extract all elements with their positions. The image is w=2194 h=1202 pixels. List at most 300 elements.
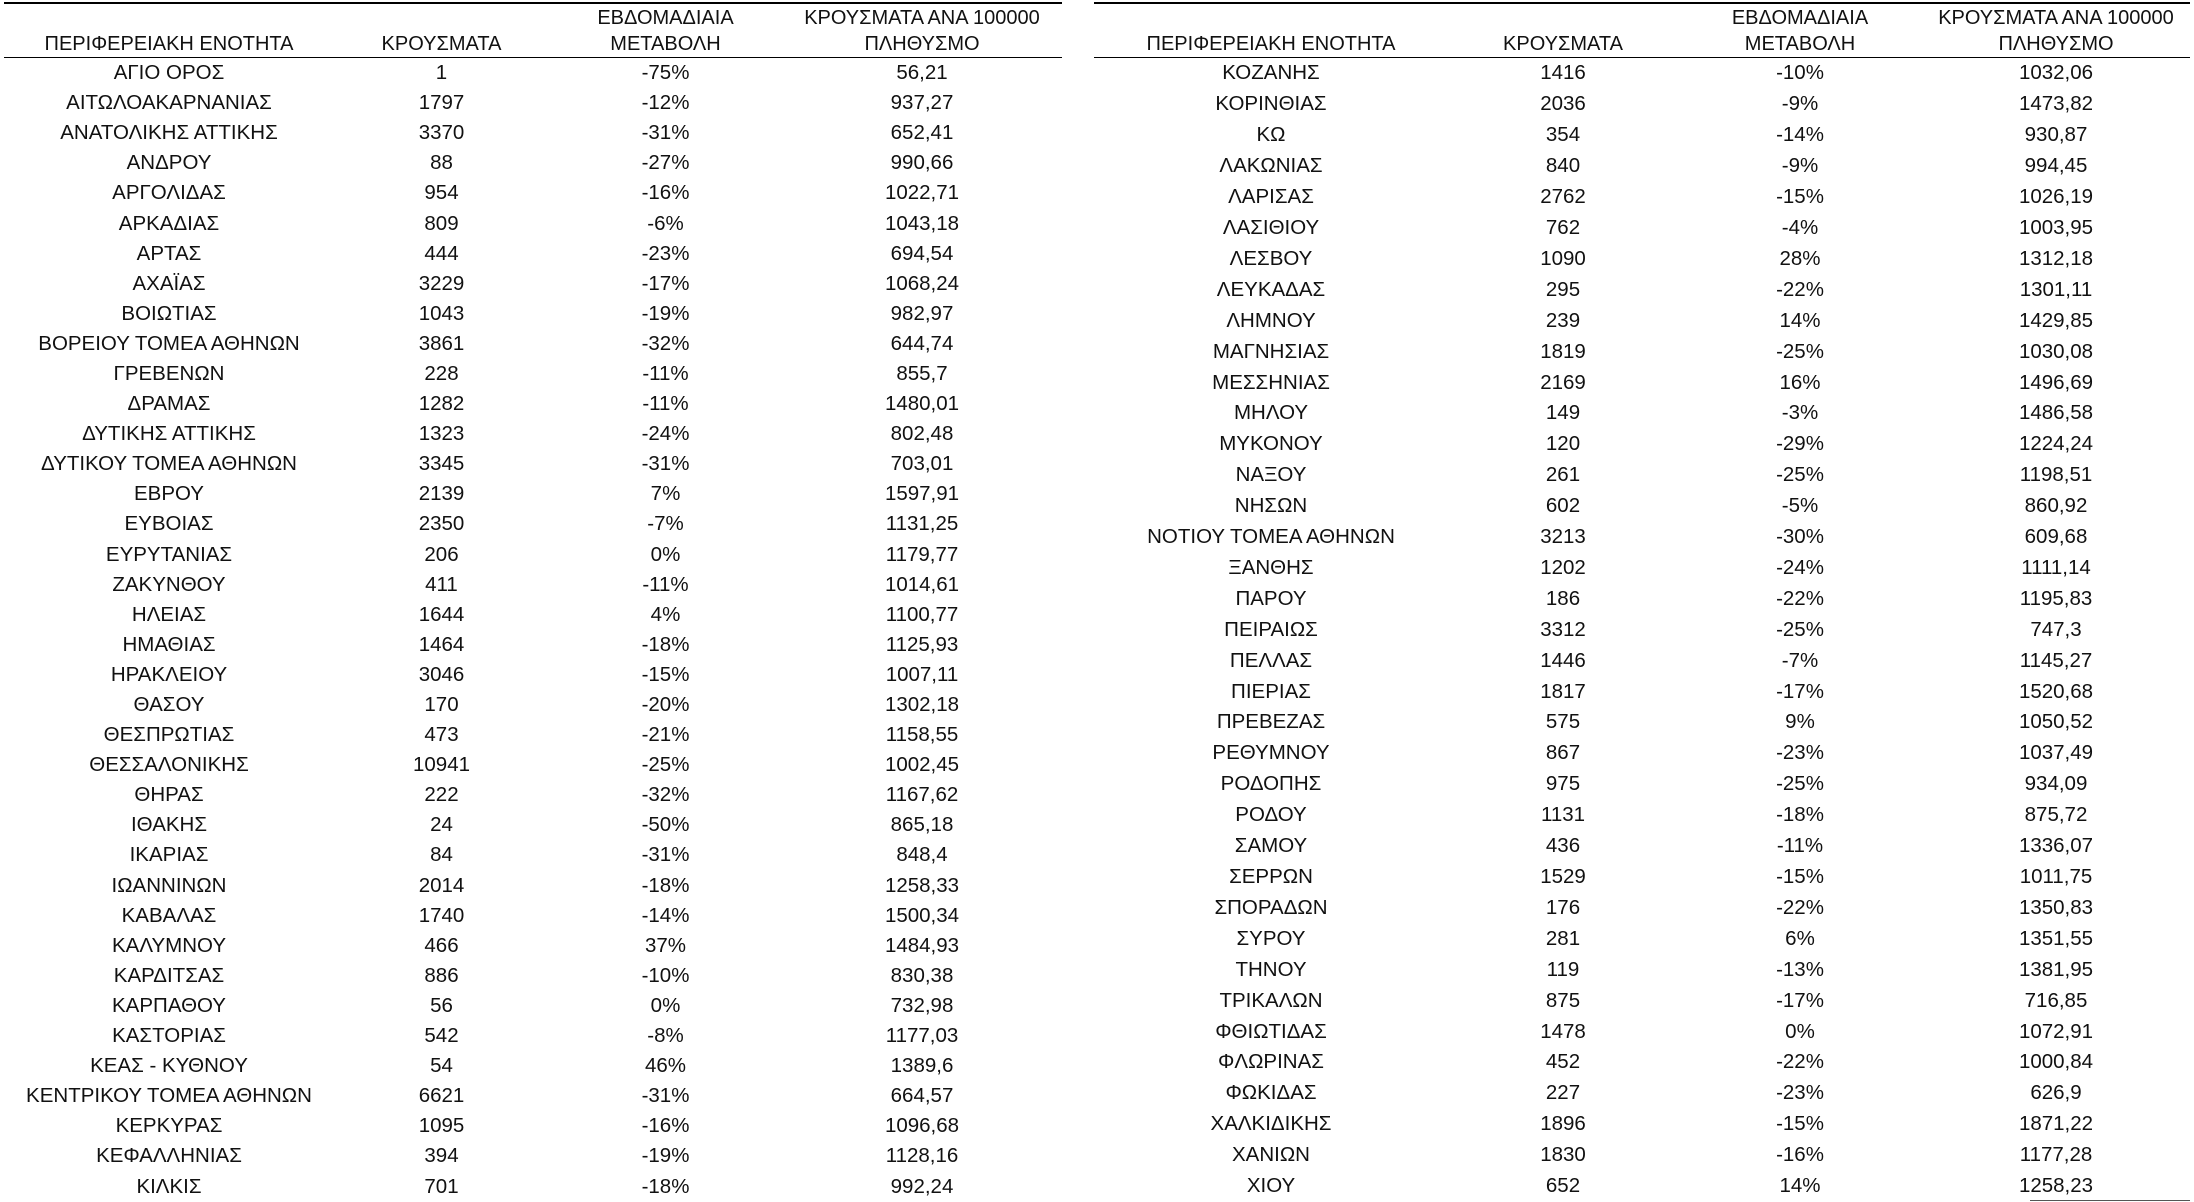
cell-area: ΚΕΦΑΛΛΗΝΙΑΣ [96, 1144, 242, 1168]
cell-cases-per-100k: 1473,82 [2018, 92, 2094, 116]
cell-area: ΦΩΚΙΔΑΣ [1225, 1081, 1317, 1105]
table-row [1094, 553, 2190, 584]
table-row [1094, 676, 2190, 707]
cell-cases: 886 [424, 963, 459, 987]
cell-area: ΚΕΡΚΥΡΑΣ [115, 1114, 223, 1138]
cell-cases-per-100k: 1158,55 [885, 723, 959, 747]
cell-cases-per-100k: 1198,51 [2019, 463, 2093, 487]
cell-cases-per-100k: 937,27 [890, 91, 954, 115]
cell-cases: 239 [1545, 308, 1581, 332]
cell-area: ΠΙΕΡΙΑΣ [1231, 679, 1311, 703]
cell-area: ΣΥΡΟΥ [1236, 926, 1306, 950]
cell-weekly-change: -31% [641, 121, 690, 145]
table-row [1094, 120, 2190, 151]
cell-cases-per-100k: 1003,95 [2018, 215, 2094, 239]
cell-weekly-change: -17% [641, 271, 690, 295]
table-row [4, 840, 1062, 870]
cell-area: ΛΕΥΚΑΔΑΣ [1216, 277, 1326, 301]
table-row [4, 359, 1062, 389]
cell-cases: 227 [1545, 1081, 1581, 1105]
cell-cases: 10941 [412, 753, 470, 777]
cell-cases: 975 [1545, 772, 1581, 796]
table-row [1094, 800, 2190, 831]
table-row [1094, 305, 2190, 336]
table-row [4, 540, 1062, 570]
cell-weekly-change: 16% [1779, 370, 1821, 394]
cell-cases: 54 [430, 1054, 453, 1078]
cell-cases-per-100k: 1011,75 [2019, 865, 2093, 889]
cell-weekly-change: -11% [642, 361, 689, 385]
cell-cases: 2036 [1540, 92, 1586, 116]
cell-cases: 88 [430, 151, 453, 175]
cell-area: ΠΕΛΛΑΣ [1229, 648, 1313, 672]
cell-cases-per-100k: 1336,07 [2018, 834, 2094, 858]
cell-cases: 1740 [418, 903, 465, 927]
cell-cases: 954 [424, 181, 459, 205]
cell-weekly-change: -19% [641, 301, 690, 325]
table-row [1094, 769, 2190, 800]
cell-weekly-change: -23% [1776, 741, 1824, 765]
cell-cases-per-100k: 1350,83 [2018, 895, 2094, 919]
cell-weekly-change: -27% [641, 151, 690, 175]
cell-weekly-change: 14% [1779, 1174, 1821, 1198]
cell-area: ΚΑΒΑΛΑΣ [121, 903, 217, 927]
cell-area: ΧΑΝΙΩΝ [1232, 1143, 1310, 1167]
table-row [1094, 58, 2190, 89]
cell-weekly-change: 6% [1785, 926, 1815, 950]
table-row [4, 810, 1062, 840]
table-row [4, 148, 1062, 178]
cell-cases: 394 [424, 1144, 459, 1168]
table-row [1094, 274, 2190, 305]
table-row [4, 690, 1062, 720]
cell-weekly-change: -10% [641, 963, 690, 987]
cell-area: ΘΗΡΑΣ [134, 783, 204, 807]
cell-cases: 452 [1545, 1050, 1581, 1074]
table-row [1094, 522, 2190, 553]
cell-weekly-change: -75% [641, 61, 690, 85]
cell-area: ΠΑΡΟΥ [1235, 586, 1307, 610]
cell-cases-per-100k: 694,54 [890, 241, 954, 265]
cell-cases-per-100k: 1128,16 [885, 1144, 959, 1168]
cell-area: ΞΑΝΘΗΣ [1228, 555, 1314, 579]
cell-area: ΣΕΡΡΩΝ [1229, 865, 1313, 889]
table-row [4, 1171, 1062, 1201]
cell-cases-per-100k: 1179,77 [885, 542, 959, 566]
cell-weekly-change: -22% [1776, 1050, 1824, 1074]
cell-cases-per-100k: 626,9 [2030, 1081, 2082, 1105]
cell-area: ΕΥΒΟΙΑΣ [124, 512, 214, 536]
cell-cases: 354 [1545, 123, 1581, 147]
cell-weekly-change: 0% [1785, 1019, 1815, 1043]
cell-cases: 1416 [1540, 61, 1586, 85]
table-row [4, 1111, 1062, 1141]
cell-cases: 3312 [1540, 617, 1586, 641]
cell-area: ΠΕΙΡΑΙΩΣ [1224, 617, 1318, 641]
cell-area: ΑΓΙΟ ΟΡΟΣ [113, 61, 225, 85]
cell-weekly-change: -18% [641, 1174, 690, 1198]
cell-weekly-change: -11% [642, 572, 689, 596]
cell-area: ΗΡΑΚΛΕΙΟΥ [110, 662, 228, 686]
cell-cases: 1282 [418, 392, 465, 416]
cell-cases: 24 [430, 813, 453, 837]
cell-cases-per-100k: 934,09 [2024, 772, 2088, 796]
cell-cases-per-100k: 1030,08 [2018, 339, 2094, 363]
cell-area: ΑΙΤΩΛΟΑΚΑΡΝΑΝΙΑΣ [66, 91, 272, 115]
cell-cases: 149 [1545, 401, 1581, 425]
cell-cases: 1043 [418, 301, 465, 325]
cell-cases: 575 [1545, 710, 1581, 734]
cell-area: ΚΟΖΑΝΗΣ [1222, 61, 1320, 85]
cell-weekly-change: -16% [1776, 1143, 1824, 1167]
cell-cases-per-100k: 1597,91 [884, 482, 960, 506]
cell-cases: 186 [1545, 586, 1581, 610]
cell-cases: 176 [1545, 895, 1581, 919]
cell-area: ΑΝΔΡΟΥ [126, 151, 212, 175]
cell-cases: 1819 [1540, 339, 1586, 363]
table-row [1094, 1140, 2190, 1171]
table-row [4, 329, 1062, 359]
cell-cases: 602 [1545, 494, 1581, 518]
table-row [4, 419, 1062, 449]
cell-weekly-change: -25% [1776, 772, 1824, 796]
table-row [4, 178, 1062, 208]
cell-area: ΕΥΡΥΤΑΝΙΑΣ [105, 542, 233, 566]
table-row [4, 991, 1062, 1021]
cell-cases-per-100k: 652,41 [890, 121, 954, 145]
cell-cases: 1202 [1540, 555, 1586, 579]
table-row [1094, 1109, 2190, 1140]
cell-cases-per-100k: 1068,24 [884, 271, 960, 295]
cell-cases: 120 [1545, 432, 1581, 456]
cell-weekly-change: -50% [641, 813, 690, 837]
cell-cases-per-100k: 1429,85 [2018, 308, 2094, 332]
cell-area: ΓΡΕΒΕΝΩΝ [113, 361, 225, 385]
table-row [1094, 1171, 2190, 1202]
cell-cases-per-100k: 1258,33 [884, 873, 960, 897]
cell-area: ΑΧΑΪΑΣ [132, 271, 206, 295]
cell-area: ΛΑΣΙΘΙΟΥ [1222, 215, 1320, 239]
cell-cases: 840 [1545, 154, 1581, 178]
cell-cases: 119 [1546, 957, 1580, 981]
table-row [4, 600, 1062, 630]
table-row [4, 1141, 1062, 1171]
right-table [1094, 2, 2190, 1202]
cell-cases: 3229 [418, 271, 465, 295]
cell-weekly-change: -6% [647, 211, 684, 235]
cell-cases: 1797 [418, 91, 465, 115]
cell-cases: 6621 [418, 1084, 465, 1108]
header-weekly-change: ΕΒΔΟΜΑΔΙΑΙΑ ΜΕΤΑΒΟΛΗ [549, 3, 782, 58]
cell-weekly-change: -17% [1776, 988, 1824, 1012]
cell-cases-per-100k: 1484,93 [884, 933, 960, 957]
cell-weekly-change: -16% [641, 181, 690, 205]
cell-cases-per-100k: 1050,52 [2018, 710, 2094, 734]
cell-area: ΘΕΣΠΡΩΤΙΑΣ [103, 723, 235, 747]
cell-cases: 473 [424, 723, 459, 747]
cell-weekly-change: -13% [1776, 957, 1824, 981]
cell-cases-per-100k: 1195,83 [2019, 586, 2093, 610]
table-row [4, 660, 1062, 690]
table-row [1094, 336, 2190, 367]
cell-cases: 1464 [418, 632, 465, 656]
cell-cases: 1323 [418, 422, 465, 446]
cell-area: ΣΠΟΡΑΔΩΝ [1214, 895, 1328, 919]
table-row [4, 389, 1062, 419]
cell-weekly-change: 0% [650, 993, 681, 1017]
header-cases: ΚΡΟΥΣΜΑΤΑ [1448, 3, 1678, 58]
cell-cases-per-100k: 1351,55 [2018, 926, 2094, 950]
header-area: ΠΕΡΙΦΕΡΕΙΑΚΗ ΕΝΟΤΗΤΑ [1094, 3, 1448, 58]
table-row [1094, 892, 2190, 923]
cell-cases-per-100k: 848,4 [896, 843, 948, 867]
cell-weekly-change: -19% [641, 1144, 690, 1168]
header-cases: ΚΡΟΥΣΜΑΤΑ [334, 3, 549, 58]
cell-weekly-change: -18% [641, 873, 690, 897]
cell-cases-per-100k: 1177,03 [885, 1024, 959, 1048]
table-row [1094, 213, 2190, 244]
cell-weekly-change: -5% [1781, 494, 1819, 518]
cell-area: ΘΑΣΟΥ [133, 693, 205, 717]
cell-weekly-change: 28% [1779, 246, 1821, 270]
cell-weekly-change: -25% [1776, 463, 1824, 487]
cell-cases-per-100k: 1500,34 [884, 903, 960, 927]
cell-cases-per-100k: 1302,18 [884, 693, 960, 717]
cell-area: ΜΗΛΟΥ [1233, 401, 1309, 425]
cell-weekly-change: -9% [1781, 154, 1819, 178]
left-table [4, 2, 1062, 1202]
cell-weekly-change: -25% [1776, 617, 1824, 641]
cell-area: ΤΡΙΚΑΛΩΝ [1219, 988, 1323, 1012]
cell-cases-per-100k: 994,45 [2024, 154, 2088, 178]
cell-cases: 466 [424, 933, 459, 957]
table-row [4, 299, 1062, 329]
table-row [1094, 954, 2190, 985]
cell-weekly-change: -11% [642, 392, 689, 416]
cell-weekly-change: -21% [641, 723, 690, 747]
cell-weekly-change: -15% [641, 662, 690, 686]
table-row [4, 1021, 1062, 1051]
table-row [1094, 614, 2190, 645]
table-row [1094, 243, 2190, 274]
cell-area: ΚΩ [1256, 123, 1286, 147]
cell-weekly-change: -31% [641, 1084, 690, 1108]
cell-cases-per-100k: 1111,14 [2021, 555, 2091, 579]
cell-cases: 1 [435, 61, 448, 85]
header-weekly-change: ΕΒΔΟΜΑΔΙΑΙΑ ΜΕΤΑΒΟΛΗ [1678, 3, 1922, 58]
cell-cases: 261 [1545, 463, 1581, 487]
cell-cases: 228 [424, 361, 459, 385]
cell-cases-per-100k: 644,74 [890, 331, 954, 355]
cell-weekly-change: 4% [650, 602, 681, 626]
table-row [1094, 645, 2190, 676]
left-table-body [4, 58, 1062, 1202]
cell-weekly-change: -14% [641, 903, 690, 927]
cell-area: ΘΕΣΣΑΛΟΝΙΚΗΣ [89, 753, 249, 777]
cell-area: ΔΡΑΜΑΣ [127, 392, 211, 416]
cell-cases-per-100k: 747,3 [2030, 617, 2082, 641]
cell-cases-per-100k: 1037,49 [2018, 741, 2094, 765]
cell-weekly-change: -31% [641, 452, 690, 476]
cell-weekly-change: -25% [1776, 339, 1824, 363]
cell-weekly-change: 7% [650, 482, 681, 506]
table-row [4, 88, 1062, 118]
cell-cases: 1131 [1540, 803, 1586, 827]
cell-cases-per-100k: 992,24 [890, 1174, 954, 1198]
cell-cases: 3046 [418, 662, 465, 686]
cell-cases-per-100k: 865,18 [890, 813, 954, 837]
cell-cases-per-100k: 703,01 [890, 452, 954, 476]
cell-cases-per-100k: 1022,71 [884, 181, 960, 205]
cell-cases: 295 [1545, 277, 1581, 301]
table-row [4, 269, 1062, 299]
table-row [1094, 862, 2190, 893]
cell-cases-per-100k: 930,87 [2024, 123, 2088, 147]
cell-area: ΦΛΩΡΙΝΑΣ [1218, 1050, 1324, 1074]
cell-cases: 875 [1545, 988, 1581, 1012]
header-row [1094, 3, 2190, 58]
table-row [4, 901, 1062, 931]
cell-weekly-change: -32% [641, 331, 690, 355]
cell-cases: 3213 [1540, 525, 1586, 549]
cell-area: ΛΗΜΝΟΥ [1226, 308, 1316, 332]
cell-cases-per-100k: 855,7 [896, 361, 948, 385]
cell-weekly-change: -10% [1776, 61, 1824, 85]
cell-cases-per-100k: 1145,27 [2019, 648, 2093, 672]
table-row [1094, 491, 2190, 522]
cell-weekly-change: -20% [641, 693, 690, 717]
cell-cases: 411 [425, 572, 458, 596]
cell-cases: 1095 [418, 1114, 465, 1138]
table-row [4, 720, 1062, 750]
table-row [4, 961, 1062, 991]
cell-cases: 652 [1545, 1174, 1581, 1198]
table-row [4, 118, 1062, 148]
cell-cases: 170 [424, 693, 459, 717]
cell-weekly-change: -14% [1776, 123, 1824, 147]
cell-cases: 762 [1545, 215, 1581, 239]
cell-area: ΤΗΝΟΥ [1235, 957, 1307, 981]
cell-area: ΔΥΤΙΚΗΣ ΑΤΤΙΚΗΣ [82, 422, 256, 446]
table-row [1094, 460, 2190, 491]
cell-area: ΚΟΡΙΝΘΙΑΣ [1215, 92, 1327, 116]
cell-cases: 1644 [418, 602, 465, 626]
cell-weekly-change: -32% [641, 783, 690, 807]
cell-weekly-change: -9% [1781, 92, 1819, 116]
table-row [4, 871, 1062, 901]
cell-weekly-change: -29% [1776, 432, 1824, 456]
cell-cases-per-100k: 1486,58 [2018, 401, 2094, 425]
cell-cases-per-100k: 1026,19 [2018, 185, 2094, 209]
table-row [4, 931, 1062, 961]
header-row [4, 3, 1062, 58]
table-row [4, 509, 1062, 539]
cell-cases: 2169 [1540, 370, 1586, 394]
cell-cases-per-100k: 1301,11 [2019, 277, 2093, 301]
cell-weekly-change: -18% [1776, 803, 1824, 827]
cell-cases-per-100k: 990,66 [890, 151, 954, 175]
cell-area: ΒΟΙΩΤΙΑΣ [121, 301, 217, 325]
table-row [1094, 429, 2190, 460]
cell-weekly-change: -3% [1781, 401, 1819, 425]
cell-cases-per-100k: 1224,24 [2018, 432, 2094, 456]
table-row [1094, 367, 2190, 398]
cell-cases: 2014 [418, 873, 465, 897]
cell-cases: 2350 [418, 512, 465, 536]
cell-area: ΑΡΤΑΣ [136, 241, 202, 265]
cell-area: ΡΟΔΟΠΗΣ [1220, 772, 1322, 796]
cell-cases-per-100k: 1014,61 [884, 572, 960, 596]
cell-area: ΙΘΑΚΗΣ [130, 813, 208, 837]
cell-cases-per-100k: 1258,23 [2018, 1174, 2094, 1198]
cell-cases-per-100k: 1043,18 [884, 211, 960, 235]
cell-weekly-change: -22% [1776, 586, 1824, 610]
cell-cases-per-100k: 1167,62 [885, 783, 959, 807]
cell-cases-per-100k: 716,85 [2024, 988, 2088, 1012]
cell-cases-per-100k: 1520,68 [2018, 679, 2094, 703]
cell-cases: 2762 [1540, 185, 1586, 209]
cell-cases-per-100k: 860,92 [2024, 494, 2088, 518]
cell-area: ΚΕΑΣ - ΚΥΘΝΟΥ [90, 1054, 248, 1078]
header-cases-per-100k: ΚΡΟΥΣΜΑΤΑ ΑΝΑ 100000 ΠΛΗΘΥΣΜΟ [1922, 3, 2190, 58]
cell-area: ΛΑΚΩΝΙΑΣ [1219, 154, 1323, 178]
cell-area: ΙΩΑΝΝΙΝΩΝ [111, 873, 227, 897]
cell-weekly-change: -15% [1776, 1112, 1824, 1136]
cell-cases-per-100k: 1096,68 [884, 1114, 960, 1138]
cell-cases-per-100k: 1000,84 [2018, 1050, 2094, 1074]
table-row [4, 750, 1062, 780]
cell-weekly-change: -11% [1776, 834, 1824, 858]
cell-weekly-change: -4% [1781, 215, 1819, 239]
cell-weekly-change: -18% [641, 632, 690, 656]
cell-weekly-change: -24% [1776, 555, 1824, 579]
cell-weekly-change: -23% [641, 241, 690, 265]
cell-cases: 1090 [1540, 246, 1586, 270]
table-row [4, 1051, 1062, 1081]
cell-cases-per-100k: 830,38 [890, 963, 954, 987]
cell-cases: 1529 [1540, 865, 1586, 889]
cell-cases: 3370 [418, 121, 465, 145]
table-row [1094, 1078, 2190, 1109]
table-row [4, 479, 1062, 509]
table-row [1094, 583, 2190, 614]
cell-area: ΝΟΤΙΟΥ ΤΟΜΕΑ ΑΘΗΝΩΝ [1147, 525, 1395, 549]
cell-area: ΔΥΤΙΚΟΥ ΤΟΜΕΑ ΑΘΗΝΩΝ [41, 452, 297, 476]
cell-area: ΧΑΛΚΙΔΙΚΗΣ [1210, 1112, 1332, 1136]
table-row [1094, 1016, 2190, 1047]
table-row [1094, 707, 2190, 738]
cell-weekly-change: -12% [641, 91, 690, 115]
cell-weekly-change: -8% [647, 1024, 684, 1048]
tables-container [4, 2, 2190, 1202]
cell-cases: 222 [424, 783, 459, 807]
table-row [4, 449, 1062, 479]
table-row [1094, 1047, 2190, 1078]
cell-weekly-change: -25% [641, 753, 690, 777]
table-row [4, 630, 1062, 660]
cell-cases-per-100k: 1871,22 [2018, 1112, 2094, 1136]
cell-area: ΜΕΣΣΗΝΙΑΣ [1212, 370, 1330, 394]
cell-cases-per-100k: 56,21 [896, 61, 948, 85]
cell-area: ΝΗΣΩΝ [1234, 494, 1308, 518]
cell-area: ΛΑΡΙΣΑΣ [1228, 185, 1314, 209]
table-row [1094, 151, 2190, 182]
cell-cases: 1830 [1540, 1143, 1586, 1167]
cell-cases-per-100k: 1002,45 [884, 753, 960, 777]
table-row [1094, 985, 2190, 1016]
cell-area: ΡΕΘΥΜΝΟΥ [1212, 741, 1330, 765]
header-area: ΠΕΡΙΦΕΡΕΙΑΚΗ ΕΝΟΤΗΤΑ [4, 3, 334, 58]
